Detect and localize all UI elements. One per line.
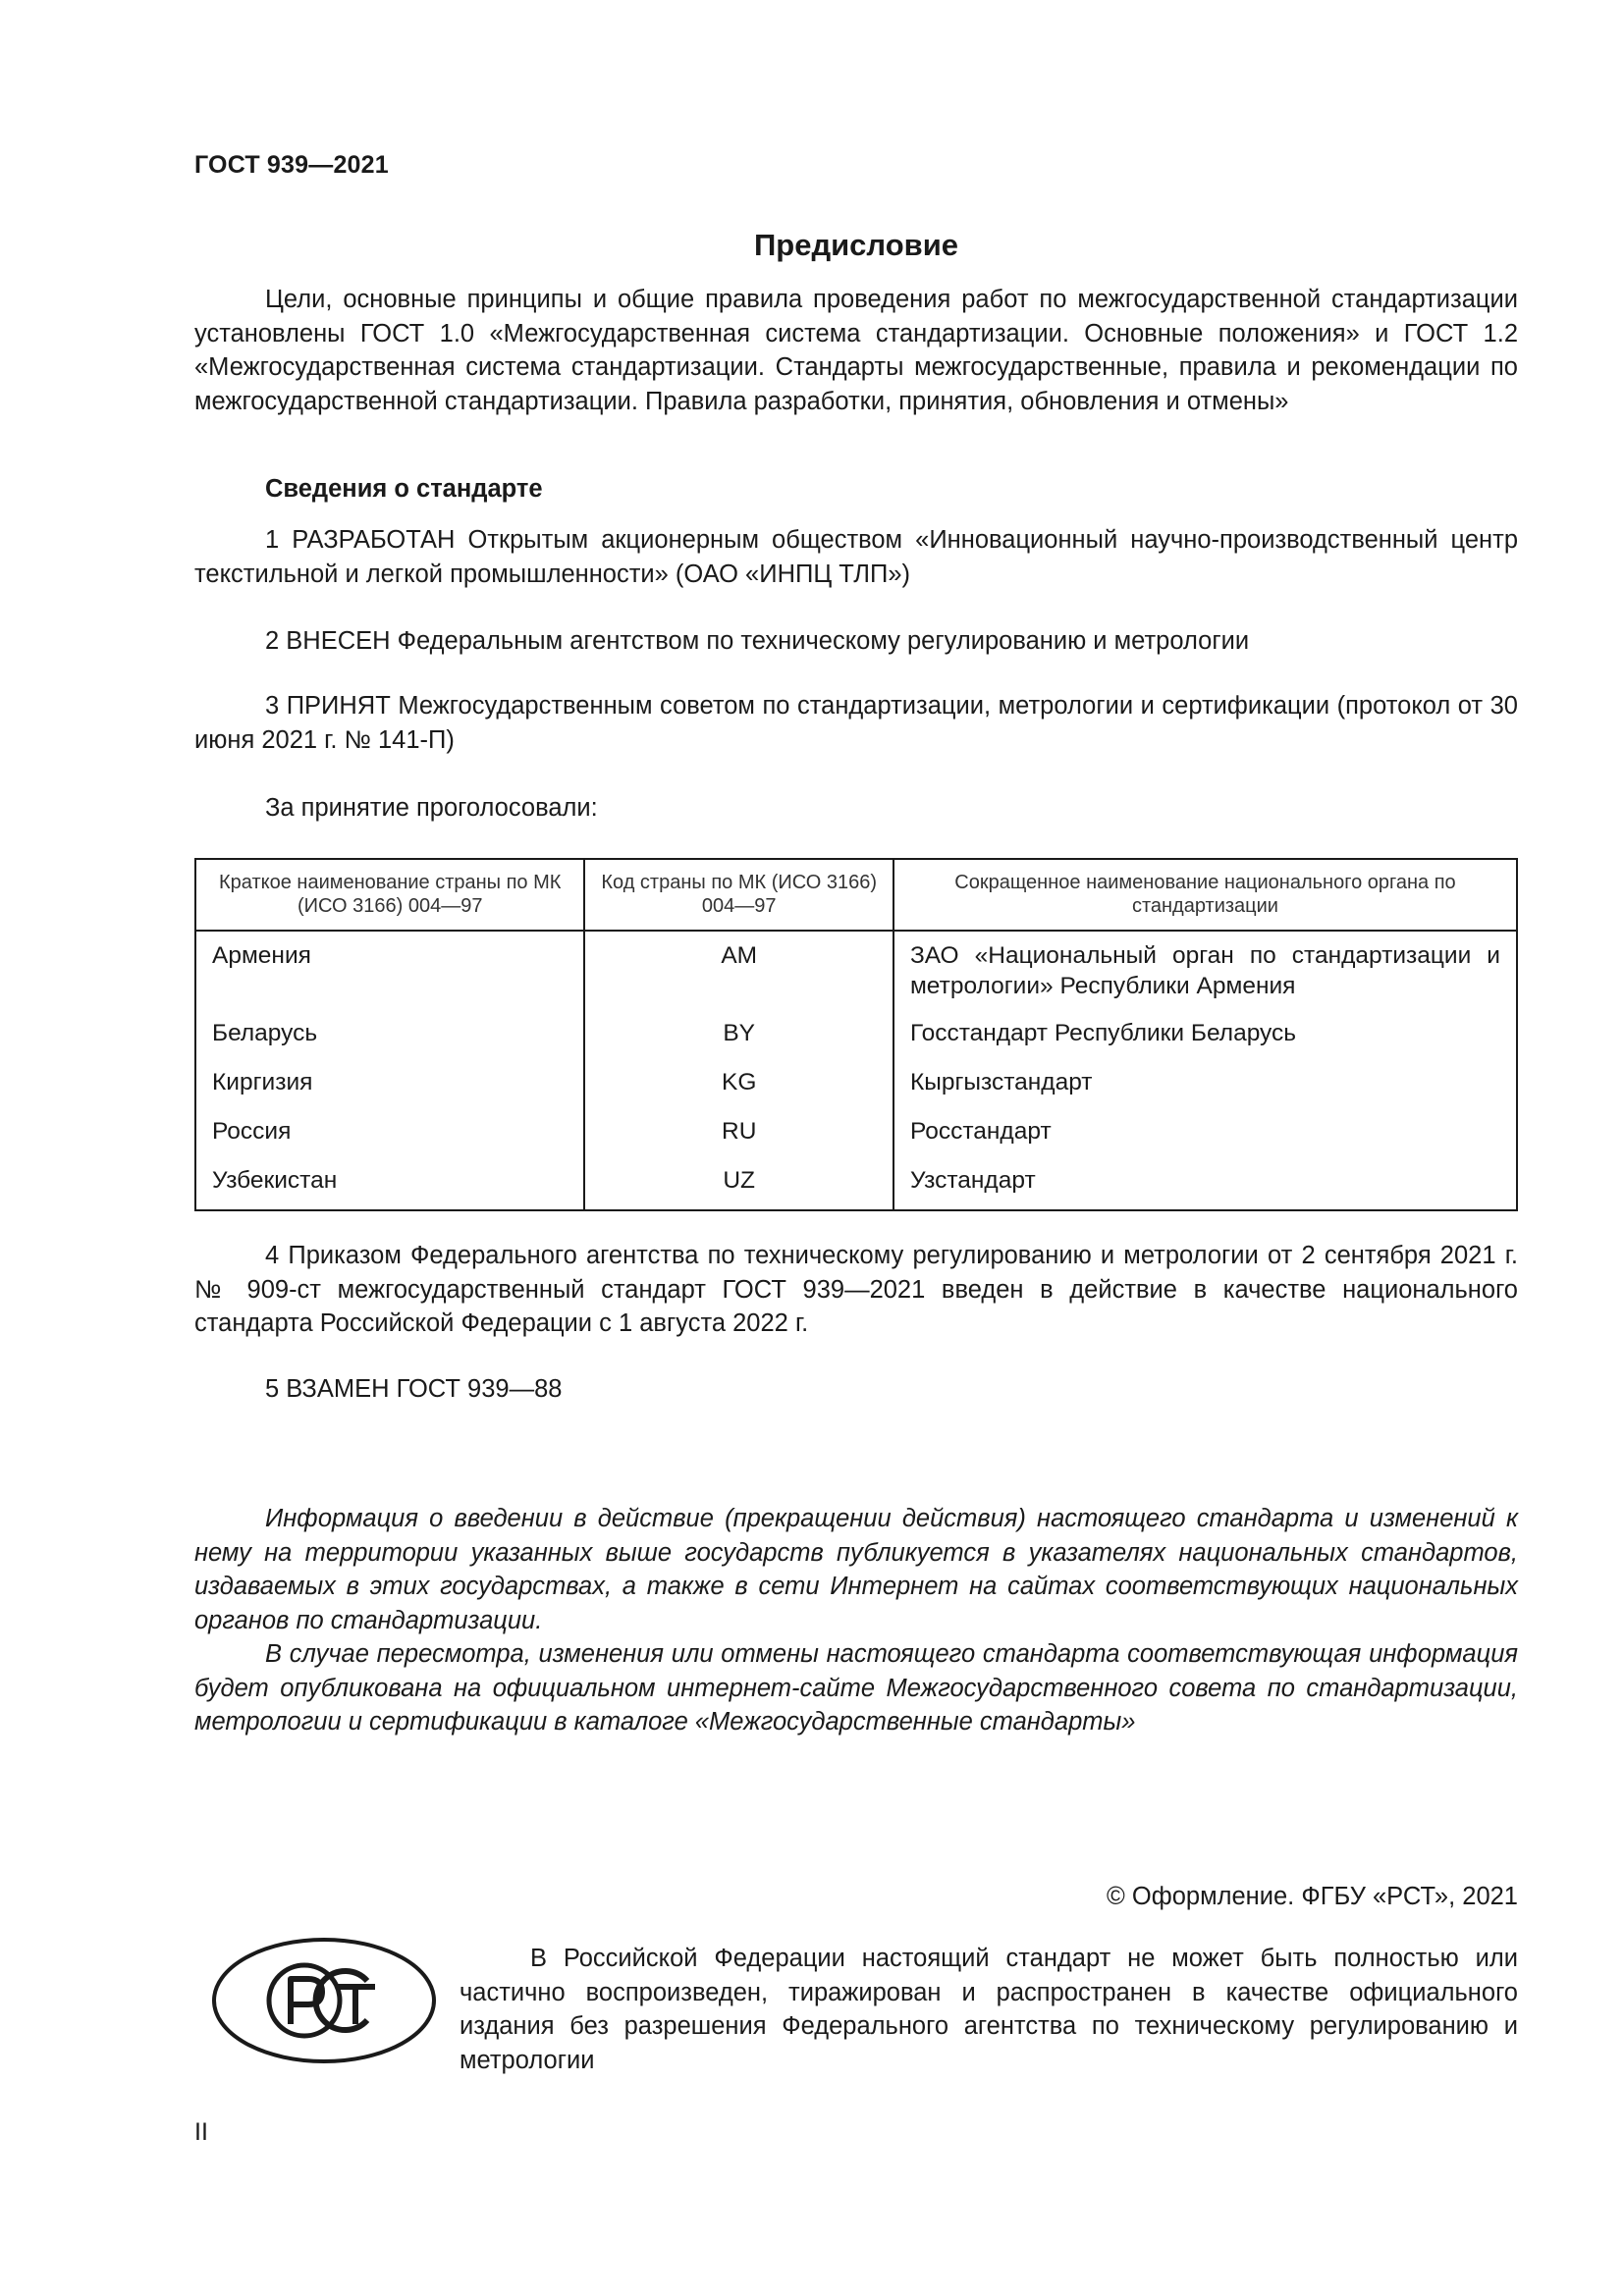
body-cell: Госстандарт Республики Беларусь [893, 1018, 1517, 1067]
country-cell: Беларусь [212, 1020, 318, 1046]
info-note-1: Информация о введении в действие (прекращении действия) настоящего стандарта и изменений к нему на территории указанных выше государств публикуется в указателях национальных стандартов, издаваемых в этих государствах, а также в сети Интернет на сайтах соответствующих национальных органов по стандартизации. [194, 1505, 1518, 1634]
info-item-3: 3 ПРИНЯТ Межгосударственным советом по стандартизации, метрологии и сертификации (протокол от 30 июня 2021 г. № 141-П) [194, 692, 1518, 754]
intro-paragraph: Цели, основные принципы и общие правила проведения работ по межгосударственной стандартизации установлены ГОСТ 1.0 «Межгосударственная система стандартизации. Основные положения» и ГОСТ 1.2 «Межгосударственная система стандартизации. Стандарты межгосударственные, правила и рекомендации по межгосударственной стандартизации. Правила разработки, принятия, обновления и отмены» [194, 286, 1518, 415]
info-item-5: 5 ВЗАМЕН ГОСТ 939—88 [265, 1375, 563, 1403]
rst-logo-icon [210, 1936, 438, 2065]
table-header-row [195, 859, 1517, 931]
info-note-2: В случае пересмотра, изменения или отмены настоящего стандарта соответствующая информация будет опубликована на официальном интернет-сайте Межгосударственного совета по стандартизации, метрологии и сертификации в каталоге «Межгосударственные стандарты» [194, 1640, 1518, 1735]
table-row [195, 931, 1517, 1018]
reproduction-notice: В Российской Федерации настоящий стандарт не может быть полностью или частично воспроизведен, тиражирован и распространен в качестве официального издания без разрешения Федерального агентства по техническому регулированию и метрологии [460, 1945, 1518, 2074]
table-row [195, 1116, 1517, 1165]
code-cell: RU [584, 1116, 893, 1165]
col-header-body: Сокращенное наименование национального органа по стандартизации [893, 859, 1517, 931]
country-cell: Россия [212, 1118, 292, 1145]
page-title: Предисловие [753, 228, 958, 262]
info-item-4: 4 Приказом Федерального агентства по техническому регулированию и метрологии от 2 сентября 2021 г. № 909-ст межгосударственный стандарт ГОСТ 939—2021 введен в действие в качестве национального стандарта Российской Федерации с 1 августа 2022 г. [194, 1242, 1518, 1337]
page-number: II [194, 2118, 208, 2146]
code-cell: AM [584, 931, 893, 1018]
code-cell: UZ [584, 1165, 893, 1210]
document-number: ГОСТ 939—2021 [194, 151, 389, 179]
code-cell: KG [584, 1067, 893, 1116]
col-header-code: Код страны по МК (ИСО 3166) 004—97 [584, 859, 893, 931]
code-cell: BY [584, 1018, 893, 1067]
info-item-2: 2 ВНЕСЕН Федеральным агентством по техническому регулированию и метрологии [265, 627, 1250, 655]
standard-info-heading: Сведения о стандарте [265, 475, 543, 503]
body-cell: Узстандарт [893, 1165, 1517, 1210]
table-row [195, 1067, 1517, 1116]
col-header-country: Краткое наименование страны по МК (ИСО 3166) 004—97 [195, 859, 584, 931]
voting-table [194, 858, 1518, 1211]
info-item-1: 1 РАЗРАБОТАН Открытым акционерным обществом «Инновационный научно-производственный центр текстильной и легкой промышленности» (ОАО «ИНПЦ ТЛП») [194, 526, 1518, 588]
body-cell: ЗАО «Национальный орган по стандартизации и метрологии» Республики Армения [893, 931, 1517, 1018]
country-cell: Киргизия [212, 1069, 313, 1095]
body-cell: Кыргызстандарт [893, 1067, 1517, 1116]
country-cell: Узбекистан [212, 1167, 338, 1194]
vote-intro: За принятие проголосовали: [265, 794, 598, 822]
table-row [195, 1018, 1517, 1067]
country-cell: Армения [212, 942, 311, 969]
table-row [195, 1165, 1517, 1210]
document-page [194, 0, 1518, 2296]
body-cell: Росстандарт [893, 1116, 1517, 1165]
copyright-text: © Оформление. ФГБУ «РСТ», 2021 [1107, 1883, 1518, 1910]
